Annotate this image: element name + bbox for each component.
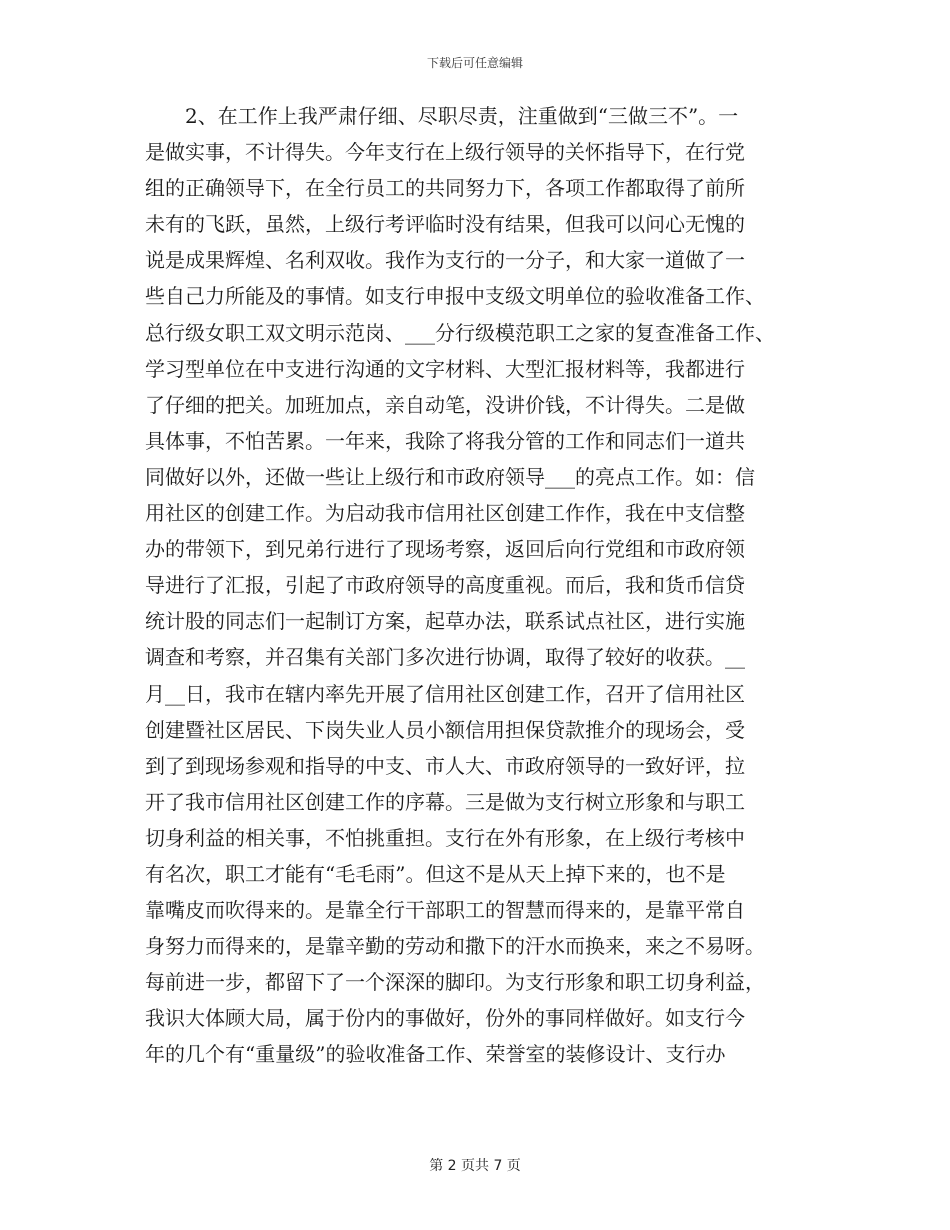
paragraph-line: 是做实事，不计得失。今年支行在上级行领导的关怀指导下，在行党 bbox=[145, 140, 745, 165]
paragraph-line: 调查和考察，并召集有关部门多次进行协调，取得了较好的收获。__ bbox=[145, 645, 745, 670]
paragraph-line: 导进行了汇报，引起了市政府领导的高度重视。而后，我和货币信贷 bbox=[145, 573, 745, 598]
paragraph-line: 靠嘴皮而吹得来的。是靠全行干部职工的智慧而得来的，是靠平常自 bbox=[145, 898, 745, 923]
paragraph-line: 了仔细的把关。加班加点，亲自动笔，没讲价钱，不计得失。二是做 bbox=[145, 392, 745, 417]
paragraph-line: 有名次，职工才能有“毛毛雨”。但这不是从天上掉下来的，也不是 bbox=[145, 861, 726, 886]
paragraph-line: 学习型单位在中支进行沟通的文字材料、大型汇报材料等，我都进行 bbox=[145, 356, 745, 381]
paragraph-line: 月__日，我市在辖内率先开展了信用社区创建工作，召开了信用社区 bbox=[145, 681, 745, 706]
paragraph-line: 统计股的同志们一起制订方案，起草办法，联系试点社区，进行实施 bbox=[145, 609, 745, 634]
paragraph-line: 同做好以外，还做一些让上级行和市政府领导___的亮点工作。如：信 bbox=[145, 464, 755, 489]
paragraph-line: 用社区的创建工作。为启动我市信用社区创建工作作，我在中支信整 bbox=[145, 501, 745, 526]
page-header: 下载后可任意编辑 bbox=[426, 56, 523, 70]
paragraph-line: 创建暨社区居民、下岗失业人员小额信用担保贷款推介的现场会，受 bbox=[145, 717, 745, 742]
paragraph-line: 切身利益的相关事，不怕挑重担。支行在外有形象，在上级行考核中 bbox=[145, 825, 745, 850]
paragraph-line: 年的几个有“重量级”的验收准备工作、荣誉室的装修设计、支行办 bbox=[145, 1042, 726, 1067]
paragraph-line: 到了到现场参观和指导的中支、市人大、市政府领导的一致好评，拉 bbox=[145, 753, 745, 778]
paragraph-line: 具体事，不怕苦累。一年来，我除了将我分管的工作和同志们一道共 bbox=[145, 428, 745, 453]
paragraph-line: 说是成果辉煌、名利双收。我作为支行的一分子，和大家一道做了一 bbox=[145, 248, 745, 273]
paragraph-line: 办的带领下，到兄弟行进行了现场考察，返回后向行党组和市政府领 bbox=[145, 537, 745, 562]
paragraph-line: 些自己力所能及的事情。如支行申报中支级文明单位的验收准备工作、 bbox=[145, 284, 765, 309]
paragraph-line: 我识大体顾大局，属于份内的事做好，份外的事同样做好。如支行今 bbox=[145, 1006, 745, 1031]
paragraph-line: 组的正确领导下，在全行员工的共同努力下，各项工作都取得了前所 bbox=[145, 176, 745, 201]
paragraph-line: 总行级女职工双文明示范岗、___分行级模范职工之家的复查准备工作、 bbox=[145, 320, 775, 345]
document-body bbox=[145, 98, 810, 1073]
paragraph-line: 身努力而得来的，是靠辛勤的劳动和撒下的汗水而换来，来之不易呀。 bbox=[145, 934, 765, 959]
paragraph-line: 每前进一步，都留下了一个深深的脚印。为支行形象和职工切身利益， bbox=[145, 970, 765, 995]
paragraph-line: 开了我市信用社区创建工作的序幕。三是做为支行树立形象和与职工 bbox=[145, 789, 745, 814]
paragraph-line: 2、在工作上我严肃仔细、尽职尽责，注重做到“三做三不”。一 bbox=[145, 104, 739, 128]
paragraph-line: 未有的飞跃，虽然，上级行考评临时没有结果，但我可以问心无愧的 bbox=[145, 212, 745, 237]
page-number-footer: 第 2 页共 7 页 bbox=[429, 1158, 521, 1174]
